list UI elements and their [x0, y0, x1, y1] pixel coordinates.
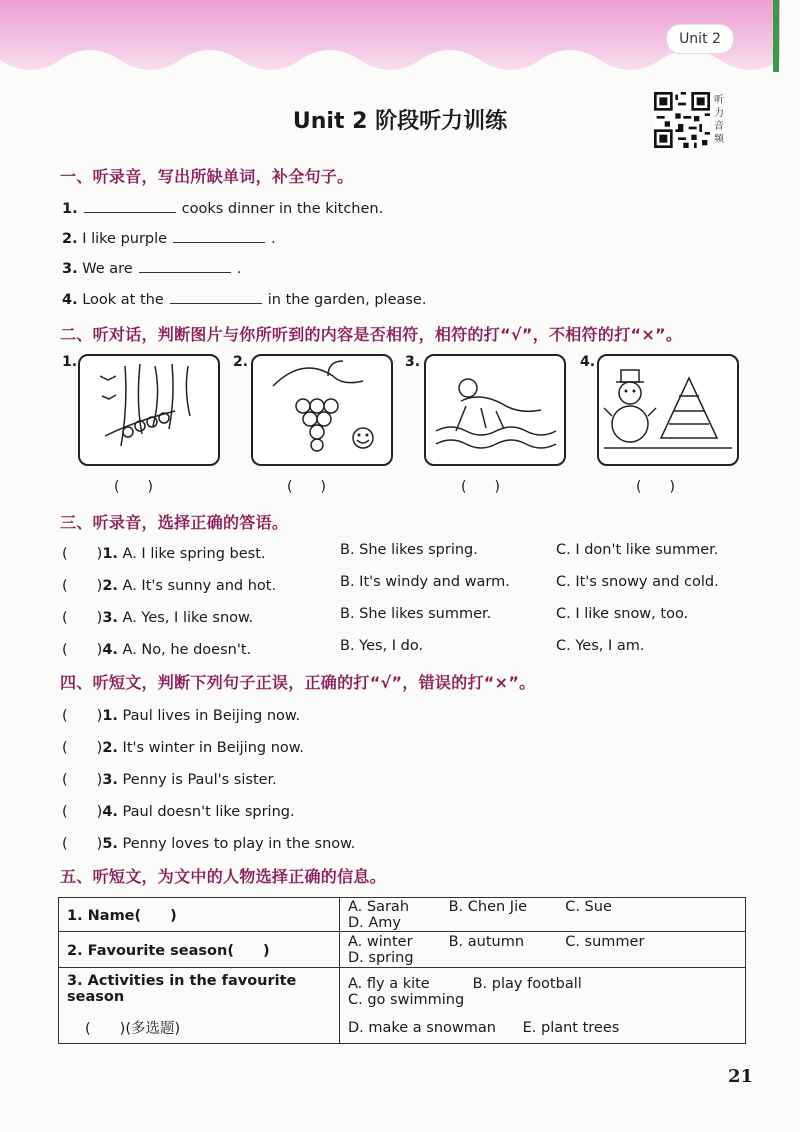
- answer-paren[interactable]: ( ): [62, 772, 103, 788]
- option[interactable]: D. Amy: [348, 914, 402, 931]
- answer-blank[interactable]: [173, 228, 265, 243]
- s3-item-3-c: C. I like snow, too.: [556, 606, 689, 622]
- table-row: [59, 968, 746, 1044]
- s1-item-3: 3. We are .: [62, 258, 241, 277]
- section-3-heading: 三、听录音，选择正确的答语。: [60, 513, 289, 532]
- s3-item-2-c: C. It's snowy and cold.: [556, 574, 719, 590]
- s3-item-3: ( )3. A. Yes, I like snow.: [62, 610, 254, 626]
- answer-blank[interactable]: [139, 258, 231, 273]
- answer-blank[interactable]: [170, 289, 262, 304]
- book-tab-edge: [773, 0, 779, 72]
- row-options: [340, 932, 746, 968]
- s4-item-5: ( )5. Penny loves to play in the snow.: [62, 836, 356, 852]
- answer-paren[interactable]: ( ): [62, 740, 103, 756]
- row-label: 1. Name( ): [59, 898, 340, 932]
- option[interactable]: A. fly a kite: [348, 975, 430, 992]
- answer-paren[interactable]: ( ): [62, 642, 103, 658]
- pic-2-number: 2.: [233, 354, 249, 370]
- page-title: Unit 2 阶段听力训练: [292, 109, 508, 134]
- option[interactable]: B. autumn: [448, 933, 525, 950]
- row-label: 2. Favourite season( ): [59, 932, 340, 968]
- unit-tab: Unit 2: [666, 24, 734, 54]
- pic-2-answer[interactable]: ( ): [287, 479, 326, 495]
- option[interactable]: D. spring: [348, 949, 414, 966]
- section-5-heading: 五、听短文，为文中的人物选择正确的信息。: [60, 867, 387, 886]
- pic-2: [251, 354, 393, 466]
- s1-item-4: 4. Look at the in the garden, please.: [62, 289, 426, 308]
- s1-item-2: 2. I like purple .: [62, 228, 276, 247]
- option[interactable]: A. winter: [348, 933, 413, 950]
- s3-item-4-c: C. Yes, I am.: [556, 638, 645, 654]
- swimming-icon: [426, 356, 564, 464]
- answer-paren[interactable]: ( ): [62, 546, 103, 562]
- qr-code-icon[interactable]: [654, 92, 710, 148]
- s4-item-4: ( )4. Paul doesn't like spring.: [62, 804, 295, 820]
- row-label: 3. Activities in the favourite season ( )(多选题): [59, 968, 340, 1044]
- s3-item-1-c: C. I don't like summer.: [556, 542, 719, 558]
- s4-item-1: ( )1. Paul lives in Beijing now.: [62, 708, 301, 724]
- s4-item-3: ( )3. Penny is Paul's sister.: [62, 772, 277, 788]
- page-number: 21: [728, 1066, 754, 1087]
- section-2-heading: 二、听对话，判断图片与你所听到的内容是否相符，相符的打“√”，不相符的打“×”。: [60, 325, 683, 344]
- row-options: [340, 898, 746, 932]
- answer-paren[interactable]: ( ): [62, 708, 103, 724]
- s3-item-1-b: B. She likes spring.: [340, 542, 478, 558]
- option[interactable]: C. summer: [565, 933, 645, 950]
- pic-4-answer[interactable]: ( ): [636, 479, 675, 495]
- pic-1-number: 1.: [62, 354, 78, 370]
- s3-item-4-b: B. Yes, I do.: [340, 638, 424, 654]
- table-row: [59, 898, 746, 932]
- s3-item-3-b: B. She likes summer.: [340, 606, 492, 622]
- grapes-icon: [253, 356, 391, 464]
- s3-item-2: ( )2. A. It's sunny and hot.: [62, 578, 277, 594]
- pic-4: [597, 354, 739, 466]
- section-1-heading: 一、听录音，写出所缺单词，补全句子。: [60, 167, 354, 186]
- s3-item-4: ( )4. A. No, he doesn't.: [62, 642, 252, 658]
- option[interactable]: A. Sarah: [348, 898, 410, 915]
- pic-3-number: 3.: [405, 354, 421, 370]
- info-table: [58, 897, 746, 1044]
- table-row: [59, 932, 746, 968]
- option[interactable]: C. Sue: [565, 898, 612, 915]
- s3-item-2-b: B. It's windy and warm.: [340, 574, 510, 590]
- answer-paren[interactable]: ( ): [62, 610, 103, 626]
- option[interactable]: B. Chen Jie: [448, 898, 528, 915]
- qr-caption: 听力音频: [714, 95, 724, 145]
- pic-4-number: 4.: [580, 354, 596, 370]
- snowman-icon: [599, 356, 737, 464]
- pic-1: [78, 354, 220, 466]
- answer-paren[interactable]: ( )(多选题): [85, 1021, 181, 1037]
- pic-3: [424, 354, 566, 466]
- s3-item-1: ( )1. A. I like spring best.: [62, 546, 266, 562]
- option[interactable]: E. plant trees: [522, 1019, 620, 1036]
- answer-paren[interactable]: ( ): [62, 578, 103, 594]
- pic-1-answer[interactable]: ( ): [114, 479, 153, 495]
- header-wave-banner: [0, 0, 780, 90]
- option[interactable]: D. make a snowman: [348, 1019, 496, 1036]
- row-options: [340, 968, 746, 1044]
- pic-3-answer[interactable]: ( ): [461, 479, 500, 495]
- answer-blank[interactable]: [84, 198, 176, 213]
- s1-item-1: 1. cooks dinner in the kitchen.: [62, 198, 383, 217]
- s4-item-2: ( )2. It's winter in Beijing now.: [62, 740, 304, 756]
- section-4-heading: 四、听短文，判断下列句子正误，正确的打“√”，错误的打“×”。: [60, 673, 536, 692]
- answer-paren[interactable]: ( ): [62, 836, 103, 852]
- option[interactable]: C. go swimming: [348, 991, 465, 1008]
- option[interactable]: B. play football: [472, 975, 582, 992]
- answer-paren[interactable]: ( ): [62, 804, 103, 820]
- spring-birds-willow-icon: [80, 356, 218, 464]
